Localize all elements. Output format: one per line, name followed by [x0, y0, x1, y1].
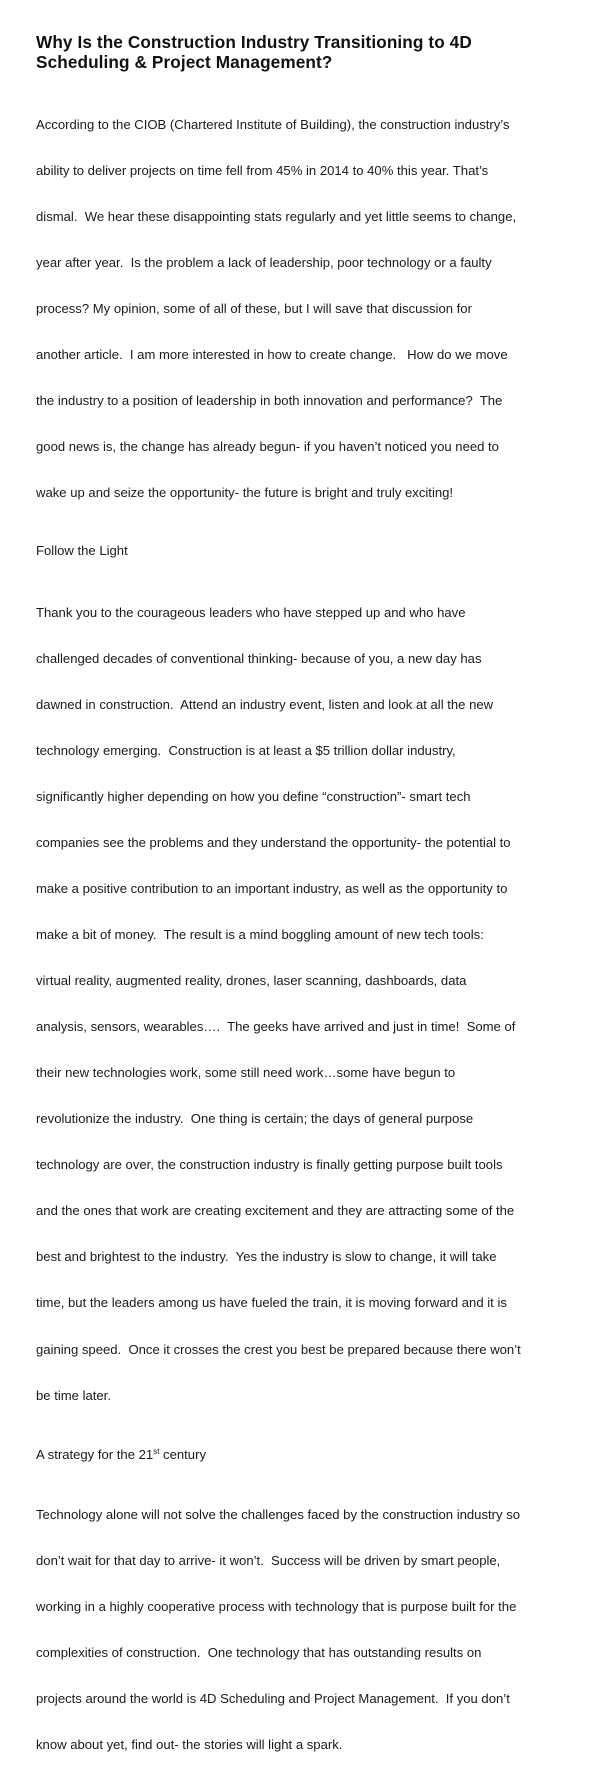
paragraph-intro [36, 86, 576, 531]
paragraph-line: projects around the world is 4D Scheduling and Project Management. If you don’t [36, 1690, 510, 1706]
paragraph-line: know about yet, find out- the stories will light a spark. [36, 1736, 343, 1752]
paragraph-line: another article. I am more interested in how to create change. How do we move [36, 346, 508, 362]
paragraph-line: significantly higher depending on how you define “construction”- smart tech [36, 789, 471, 805]
paragraph-line: their new technologies work, some still need work…some have begun to [36, 1065, 456, 1081]
heading-tail: century [159, 1446, 206, 1462]
title-line-1: Why Is the Construction Industry Transitioning to 4D [36, 32, 472, 52]
paragraph-line: complexities of construction. One technology that has outstanding results on [36, 1644, 482, 1660]
paragraph-strategy [36, 1476, 576, 1783]
paragraph-line: technology emerging. Construction is at least a $5 trillion dollar industry, [36, 743, 456, 759]
paragraph-line: best and brightest to the industry. Yes the industry is slow to change, it will take [36, 1249, 497, 1265]
paragraph-line: wake up and seize the opportunity- the future is bright and truly exciting! [36, 484, 454, 500]
paragraph-line: challenged decades of conventional thinking- because of you, a new day has [36, 651, 482, 667]
paragraph-line: dawned in construction. Attend an industry event, listen and look at all the new [36, 697, 494, 713]
paragraph-line: time, but the leaders among us have fueled the train, it is moving forward and it is [36, 1295, 507, 1311]
title-line-2: Scheduling & Project Management? [36, 52, 333, 72]
paragraph-line: process? My opinion, some of all of these, but I will save that discussion for [36, 300, 472, 316]
paragraph-line: Thank you to the courageous leaders who have stepped up and who have [36, 605, 466, 620]
paragraph-line: virtual reality, augmented reality, drones, laser scanning, dashboards, data [36, 973, 467, 989]
paragraph-line: the industry to a position of leadership in both innovation and performance? The [36, 392, 503, 408]
paragraph-line: make a positive contribution to an important industry, as well as the opportunity to [36, 881, 508, 897]
paragraph-line: Technology alone will not solve the challenges faced by the construction industry so [36, 1506, 521, 1522]
paragraph-line: ability to deliver projects on time fell from 45% in 2014 to 40% this year. That’s [36, 162, 489, 178]
paragraph-line: don’t wait for that day to arrive- it won’t. Success will be driven by smart people, [36, 1552, 501, 1568]
paragraph-line: gaining speed. Once it crosses the crest you best be prepared because there won’t [36, 1341, 521, 1357]
paragraph-line: companies see the problems and they understand the opportunity- the potential to [36, 835, 511, 851]
document-title [36, 32, 576, 72]
paragraph-line: dismal. We hear these disappointing stats regularly and yet little seems to change, [36, 208, 517, 224]
heading-text: A strategy for the 21 [36, 1446, 154, 1462]
paragraph-line: make a bit of money. The result is a mind boggling amount of new tech tools: [36, 927, 484, 943]
paragraph-line: working in a highly cooperative process with technology that is purpose built for the [36, 1598, 517, 1614]
paragraph-follow-the-light [36, 574, 576, 1433]
ordinal-suffix: st [153, 1446, 160, 1456]
paragraph-line: year after year. Is the problem a lack of leadership, poor technology or a faulty [36, 254, 492, 270]
paragraph-line: revolutionize the industry. One thing is certain; the days of general purpose [36, 1111, 474, 1127]
section-heading-21st-century [36, 1447, 576, 1462]
paragraph-line: analysis, sensors, wearables…. The geeks have arrived and just in time! Some of [36, 1019, 516, 1035]
paragraph-line: technology are over, the construction industry is finally getting purpose built tools [36, 1157, 503, 1173]
paragraph-line: good news is, the change has already begun- if you haven’t noticed you need to [36, 438, 499, 454]
paragraph-line: and the ones that work are creating excitement and they are attracting some of the [36, 1203, 515, 1219]
paragraph-line: According to the CIOB (Chartered Institute of Building), the construction industry’s [36, 116, 510, 132]
section-heading-follow-the-light: Follow the Light [36, 542, 128, 558]
paragraph-line: be time later. [36, 1387, 111, 1403]
